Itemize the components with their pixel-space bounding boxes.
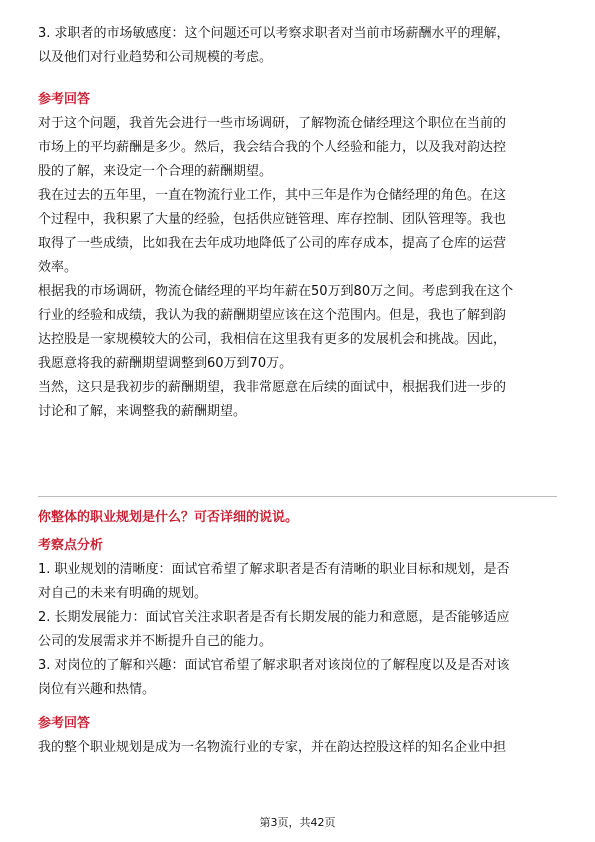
answer-block-2 <box>38 712 557 760</box>
section-divider <box>38 496 557 497</box>
analysis-line: 3. 对岗位的了解和兴趣：面试官希望了解求职者对该岗位的了解程度以及是否对该 <box>38 658 510 673</box>
answer-line: 取得了一些成绩，比如我在去年成功地降低了公司的库存成本，提高了仓库的运营 <box>38 236 507 251</box>
answer-line: 当然，这只是我初步的薪酬期望，我非常愿意在后续的面试中，根据我们进一步的 <box>38 380 507 395</box>
answer-block-1 <box>38 88 557 424</box>
answer-line: 我的整个职业规划是成为一名物流行业的专家，并在韵达控股这样的知名企业中担 <box>38 740 507 755</box>
analysis-line: 对自己的未来有明确的规划。 <box>38 586 208 601</box>
answer-line: 股的了解，来设定一个合理的薪酬期望。 <box>38 164 273 179</box>
point3-line-2: 以及他们对行业趋势和公司规模的考虑。 <box>38 50 273 65</box>
answer-line: 我在过去的五年里，一直在物流行业工作，其中三年是作为仓储经理的角色。在这 <box>38 188 507 203</box>
question-block <box>38 506 557 530</box>
analysis-line: 岗位有兴趣和热情。 <box>38 682 156 697</box>
answer-line: 讨论和了解，来调整我的薪酬期望。 <box>38 404 247 419</box>
analysis-block <box>38 534 557 702</box>
analysis-line: 2. 长期发展能力：面试官关注求职者是否有长期发展的能力和意愿，是否能够适应 <box>38 610 510 625</box>
answer-line: 市场上的平均薪酬是多少。然后，我会结合我的个人经验和能力，以及我对韵达控 <box>38 140 507 155</box>
point3-block <box>38 22 557 70</box>
answer-line: 个过程中，我积累了大量的经验，包括供应链管理、库存控制、团队管理等。我也 <box>38 212 507 227</box>
analysis-line: 1. 职业规划的清晰度：面试官希望了解求职者是否有清晰的职业目标和规划，是否 <box>38 562 510 577</box>
answer-heading-2: 参考回答 <box>38 716 91 731</box>
answer-line: 对于这个问题，我首先会进行一些市场调研，了解物流仓储经理这个职位在当前的 <box>38 116 507 131</box>
analysis-line: 公司的发展需求并不断提升自己的能力。 <box>38 634 273 649</box>
answer-line: 我愿意将我的薪酬期望调整到60万到70万。 <box>38 356 293 371</box>
answer-line: 根据我的市场调研，物流仓储经理的平均年薪在50万到80万之间。考虑到我在这个 <box>38 284 514 299</box>
analysis-heading: 考察点分析 <box>38 538 104 553</box>
point3-line-1: 3. 求职者的市场敏感度：这个问题还可以考察求职者对当前市场薪酬水平的理解， <box>38 26 510 41</box>
answer-line: 行业的经验和成绩，我认为我的薪酬期望应该在这个范围内。但是，我也了解到韵 <box>38 308 507 323</box>
answer-line: 达控股是一家规模较大的公司，我相信在这里我有更多的发展机会和挑战。因此， <box>38 332 507 347</box>
answer-line: 效率。 <box>38 260 78 275</box>
answer-heading-1: 参考回答 <box>38 92 91 107</box>
question-heading: 你整体的职业规划是什么？可否详细的说说。 <box>38 510 299 525</box>
page-indicator: 第3页，共42页 <box>259 816 336 829</box>
